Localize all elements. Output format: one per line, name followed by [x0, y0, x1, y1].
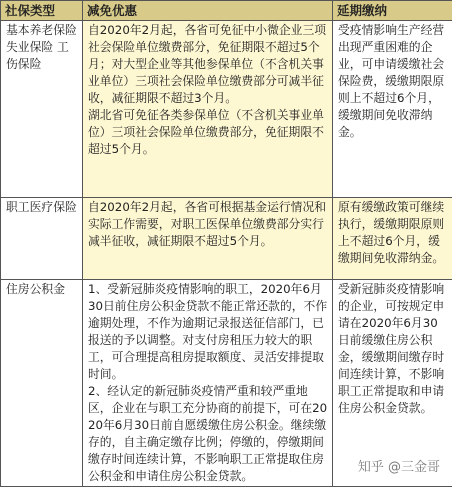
cell-relief	[83, 198, 333, 280]
cell-relief	[83, 280, 333, 487]
cell-type: 职工医疗保险	[1, 198, 83, 280]
cell-type: 住房公积金	[1, 280, 83, 487]
relief-paragraph: 湖北省可免征各类参保单位（不含机关事业单位）三项社会保险单位缴费部分，免征期限不超过5个月。	[88, 107, 328, 158]
watermark: 知乎 @三金哥	[358, 456, 440, 475]
cell-deferral: 受新冠肺炎疫情影响的企业，可按规定申请在2020年6月30日前缓缴住房公积金，缓缴期间缴存时间连续计算，不影响职工正常提取和申请住房公积金贷款。	[333, 280, 452, 487]
relief-paragraph: 1、受新冠肺炎疫情影响的职工，2020年6月30日前住房公积金贷款不能正常还款的，不作逾期处理，不作为逾期记录报送征信部门，已报送的予以调整。对支付房租压力较大的职工，可合理提高租房提取额度、灵活安排提取时间。	[88, 281, 328, 383]
cell-type: 基本养老保险 失业保险 工伤保险	[1, 21, 83, 198]
relief-paragraph: 自2020年2月起，各省可根据基金运行情况和实际工作需要，对职工医保单位缴费部分实行减半征收，减征期限不超过5个月。	[88, 199, 328, 250]
relief-paragraph: 自2020年2月起，各省可免征中小微企业三项社会保险单位缴费部分，免征期限不超过5个月；对大型企业等其他参保单位（不含机关事业单位）三项社会保险单位缴费部分可减半征收，减征期限不超过3个月。	[88, 22, 328, 107]
cell-deferral: 原有缓缴政策可继续执行，缓缴期限原则上不超过6个月，缓缴期间免收滞纳金。	[333, 198, 452, 280]
header-relief: 减免优惠	[83, 1, 333, 21]
table-header-row	[1, 1, 452, 21]
header-type: 社保类型	[1, 1, 83, 21]
table-row	[1, 21, 452, 198]
relief-paragraph: 2、经认定的新冠肺炎疫情严重和较严重地区，企业在与职工充分协商的前提下，可在2020年6月30日前自愿缓缴住房公积金。继续缴存的，自主确定缴存比例；停缴的，停缴期间缴存时间连续计算，不影响职工正常提取住房公积金和申请住房公积金贷款。	[88, 383, 328, 485]
header-deferral: 延期缴纳	[333, 1, 452, 21]
cell-relief	[83, 21, 333, 198]
table-row	[1, 198, 452, 280]
cell-deferral: 受疫情影响生产经营出现严重困难的企业，可申请缓缴社会保险费，缓缴期限原则上不超过6个月，缓缴期间免收滞纳金。	[333, 21, 452, 198]
